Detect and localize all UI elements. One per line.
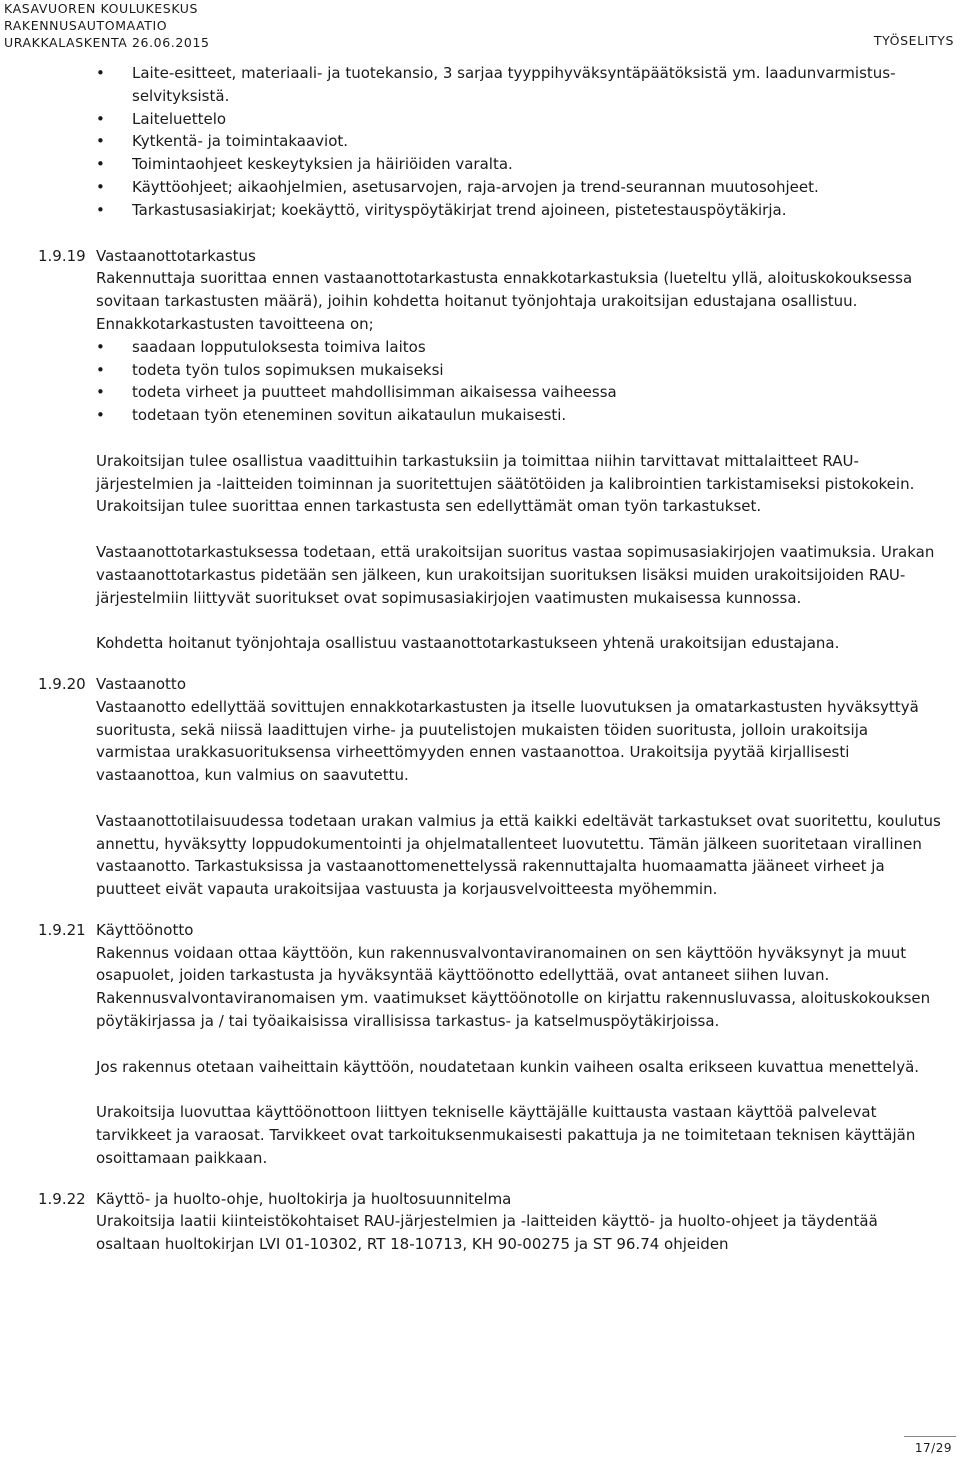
- section-1-9-22: [38, 1188, 958, 1256]
- list-item: • saadaan lopputuloksesta toimiva laitos: [96, 336, 944, 359]
- section-number: 1.9.21: [38, 920, 86, 939]
- deliverables-list: [38, 62, 958, 222]
- section-title: Käyttö- ja huolto-ohje, huoltokirja ja huoltosuunnitelma: [96, 1189, 512, 1208]
- header-date: URAKKALASKENTA 26.06.2015: [4, 35, 210, 50]
- list-item: • Laite-esitteet, materiaali- ja tuotekansio, 3 sarjaa tyyppihyväksyntäpäätöksistä ym. laadunvarmistus-selvityksistä.: [38, 62, 958, 108]
- header-project: KASAVUOREN KOULUKESKUS: [4, 1, 199, 16]
- list-item: • todetaan työn eteneminen sovitun aikataulun mukaisesti.: [96, 404, 944, 427]
- footer-rule: [904, 1436, 956, 1437]
- paragraph: Vastaanottotarkastuksessa todetaan, että urakoitsijan suoritus vastaa sopimusasiakirjojen vaatimuksia. Urakan vastaanottotarkastus pidetään sen jälkeen, kun urakoitsijan suorituksen lisäksi muiden urakoitsijoiden RAU-järjestelmiin liittyvät suoritukset ovat sopimusasiakirjojen vaatimusten mukaisessa kunnossa.: [96, 542, 935, 607]
- paragraph: Vastaanotto edellyttää sovittujen ennakkotarkastusten ja itselle luovutuksen ja omatarkastusten hyväksyttyä suoritusta, sekä niissä laadittujen virhe- ja puutelistojen mukaisten töiden suoritusta, jolloin urakoitsija varmistaa urakkasuorituksensa virheettömyyden ennen vastaanottoa. Urakoitsija pyytää kirjallisesti vastaanottoa, kun valmius on saavutettu.: [96, 697, 919, 785]
- section-title: Vastaanotto: [96, 674, 186, 693]
- section-number: 1.9.22: [38, 1189, 86, 1208]
- list-item: • Toimintaohjeet keskeytyksien ja häiriöiden varalta.: [38, 153, 958, 176]
- paragraph: Kohdetta hoitanut työnjohtaja osallistuu vastaanottotarkastukseen yhtenä urakoitsijan edustajana.: [96, 634, 840, 653]
- section-1-9-19: [38, 245, 958, 655]
- list-item: • Tarkastusasiakirjat; koekäyttö, virityspöytäkirjat trend ajoineen, pistetestauspöytäkirja.: [38, 199, 958, 222]
- list-item: • Laiteluettelo: [38, 108, 958, 131]
- list-item: • Käyttöohjeet; aikaohjelmien, asetusarvojen, raja-arvojen ja trend-seurannan muutosohjeet.: [38, 176, 958, 199]
- paragraph: Rakennuttaja suorittaa ennen vastaanottotarkastusta ennakkotarkastuksia (lueteltu yllä, aloituskokouksessa sovitaan tarkastusten määrä), joihin kohdetta hoitanut työnjohtaja urakoitsijan edustajana osallistuu. Ennakkotarkastusten tavoitteena on;: [96, 269, 913, 333]
- section-title: Käyttöönotto: [96, 920, 194, 939]
- objectives-list: [96, 336, 944, 427]
- list-item: • todeta työn tulos sopimuksen mukaiseksi: [96, 359, 944, 382]
- paragraph: Rakennus voidaan ottaa käyttöön, kun rakennusvalvontaviranomainen on sen käyttöön hyväksynyt ja muut osapuolet, joiden tarkastusta ja hyväksyntää käyttöönotto edellyttää, ovat antaneet siihen luvan. Rakennusvalvontaviranomaisen ym. vaatimukset käyttöönotolle on kirjattu rakennusluvassa, aloituskokouksen pöytäkirjassa ja / tai työaikaisissa virallisissa tarkastus- ja katselmuspöytäkirjoissa.: [96, 943, 931, 1031]
- section-1-9-21: [38, 919, 958, 1170]
- paragraph: Urakoitsija laatii kiinteistökohtaiset RAU-järjestelmien ja -laitteiden käyttö- ja huolto-ohjeet ja täydentää osaltaan huoltokirjan LVI 01-10302, RT 18-10713, KH 90-00275 ja ST 96.74 ohjeiden: [96, 1212, 878, 1254]
- paragraph: Vastaanottotilaisuudessa todetaan urakan valmius ja että kaikki edeltävät tarkastukset ovat suoritettu, koulutus annettu, hyväksytty loppudokumentointi ja ohjelmatallenteet luovutettu. Tämän jälkeen suoritetaan virallinen vastaanotto. Tarkastuksissa ja vastaanottomenettelyssä rakennuttajalta huomaamatta jääneet virheet ja puutteet eivät vapauta urakoitsijaa vastuusta ja korjausvelvoitteesta myöhemmin.: [96, 811, 941, 899]
- header-doc-type: TYÖSELITYS: [873, 33, 954, 48]
- header-discipline: RAKENNUSAUTOMAATIO: [4, 18, 168, 33]
- section-number: 1.9.19: [38, 246, 86, 265]
- list-item: • Kytkentä- ja toimintakaaviot.: [38, 130, 958, 153]
- section-number: 1.9.20: [38, 674, 86, 693]
- page-number: 17/29: [914, 1441, 952, 1455]
- document-body: [38, 62, 958, 1256]
- paragraph: Urakoitsijan tulee osallistua vaadittuihin tarkastuksiin ja toimittaa niihin tarvittavat mittalaitteet RAU-järjestelmien ja -laitteiden toiminnan ja suoritettujen säätötöiden ja kalibrointien tarkistamiseksi pistokokein. Urakoitsijan tulee suorittaa ennen tarkastusta sen edellyttämät oman työn tarkastukset.: [96, 451, 915, 516]
- section-1-9-20: [38, 673, 958, 901]
- list-item: • todeta virheet ja puutteet mahdollisimman aikaisessa vaiheessa: [96, 381, 944, 404]
- paragraph: Jos rakennus otetaan vaiheittain käyttöön, noudatetaan kunkin vaiheen osalta erikseen kuvattua menettelyä.: [96, 1057, 920, 1076]
- paragraph: Urakoitsija luovuttaa käyttöönottoon liittyen tekniselle käyttäjälle kuittausta vastaan käyttöä palvelevat tarvikkeet ja varaosat. Tarvikkeet ovat tarkoituksenmukaisesti pakattuja ja ne toimitetaan teknisen käyttäjän osoittamaan paikkaan.: [96, 1103, 916, 1167]
- document-header: [4, 0, 210, 51]
- section-title: Vastaanottotarkastus: [96, 246, 256, 265]
